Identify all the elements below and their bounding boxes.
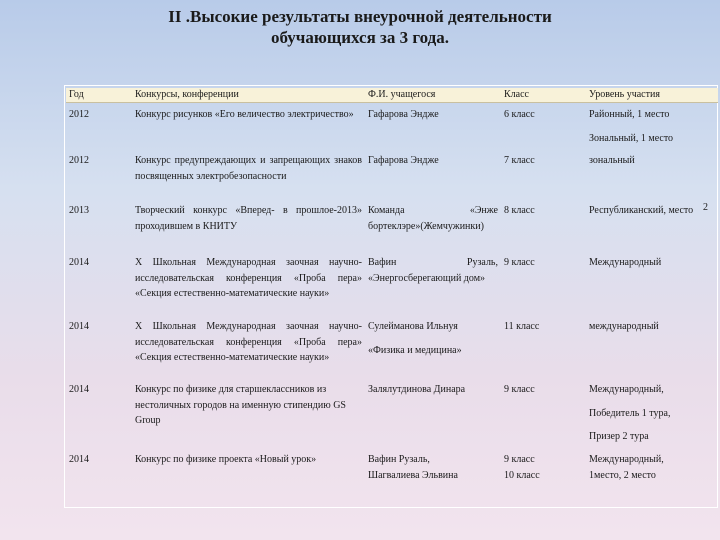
student-line: Сулейманова Ильнуя <box>368 321 458 332</box>
title-line-2: обучающихся за 3 года. <box>270 28 450 47</box>
cell-contest: Творческий конкурс «Вперед- в прошлое-2013» проходившем в КНИТУ <box>135 205 362 232</box>
header-student: Ф.И. учащегося <box>365 88 501 103</box>
table-row <box>66 103 718 150</box>
cell-level <box>586 103 718 150</box>
cell-level: международный <box>589 321 659 332</box>
cell-year: 2013 <box>69 205 89 216</box>
table-row <box>66 382 718 452</box>
level-line: Призер 2 тура <box>589 431 649 442</box>
cell-level <box>586 382 718 452</box>
cell-student <box>365 452 501 492</box>
cell-grade: 6 класс <box>504 109 535 120</box>
cell-contest: Конкурс по физике проекта «Новый урок» <box>135 454 317 465</box>
cell-grade: 7 класс <box>504 155 535 166</box>
header-contest: Конкурсы, конференции <box>132 88 365 103</box>
grade-line: 9 класс <box>504 454 535 465</box>
cell-grade: 9 класс <box>504 257 535 268</box>
table-row <box>66 319 718 382</box>
slide-title <box>0 6 720 48</box>
cell-contest: Х Школьная Международная заочная научно-исследовательская конференция «Проба пера» «Секция естественно-математические науки» <box>135 257 362 299</box>
header-year: Год <box>66 88 132 103</box>
table-row <box>66 149 718 203</box>
cell-student: Гафарова Эндже <box>368 155 439 166</box>
student-line: Вафин Рузаль, <box>368 454 430 465</box>
cell-year: 2014 <box>69 257 89 268</box>
cell-student: Команда «Энже бортеклэре»(Жемчужинки) <box>368 205 498 232</box>
place-number: 2 <box>703 202 708 213</box>
cell-year: 2014 <box>69 321 89 332</box>
table-row <box>66 255 718 319</box>
table-row <box>66 203 718 255</box>
level-line: Международный, <box>589 384 664 395</box>
level-line: Зональный, 1 место <box>589 132 674 144</box>
cell-contest: Конкурс по физике для старшеклассников из нестоличных городов на именную стипендию GS Group <box>135 384 346 426</box>
table-header-row <box>66 88 718 103</box>
cell-year: 2012 <box>69 109 89 120</box>
grade-line: 10 класс <box>504 469 540 481</box>
cell-student <box>365 319 501 382</box>
cell-level <box>586 452 718 492</box>
level-line: Победитель 1 тура, <box>589 407 671 419</box>
cell-level: зональный <box>589 155 635 166</box>
cell-grade <box>501 452 586 492</box>
cell-level: Международный <box>589 257 662 268</box>
results-table <box>66 88 718 492</box>
cell-year: 2014 <box>69 384 89 395</box>
cell-year: 2012 <box>69 155 89 166</box>
level-line: Районный, 1 место <box>589 109 670 120</box>
title-line-1: II .Высокие результаты внеурочной деятельности <box>168 7 552 26</box>
cell-contest: Конкурс рисунков «Его величество электричество» <box>135 109 354 120</box>
level-line: Международный, <box>589 454 664 465</box>
header-grade: Класс <box>501 88 586 103</box>
cell-year: 2014 <box>69 454 89 465</box>
header-level: Уровень участия <box>586 88 718 103</box>
table-row <box>66 452 718 492</box>
cell-level: Республиканский, место <box>589 205 694 216</box>
cell-grade: 11 класс <box>504 321 540 332</box>
cell-contest: Х Школьная Международная заочная научно-исследовательская конференция «Проба пера» «Секция естественно-математические науки» <box>135 321 362 363</box>
cell-grade: 9 класс <box>504 384 535 395</box>
cell-grade: 8 класс <box>504 205 535 216</box>
student-line: «Физика и медицина» <box>368 344 462 356</box>
student-line: Шагвалиева Эльвина <box>368 469 458 481</box>
cell-student: Гафарова Эндже <box>368 109 439 120</box>
cell-contest: Конкурс предупреждающих и запрещающих знаков посвященных электробезопасности <box>135 155 362 182</box>
cell-student: Залялутдинова Динара <box>368 384 466 395</box>
level-line: 1место, 2 место <box>589 469 656 481</box>
cell-student: Вафин Рузаль, «Энергосберегающий дом» <box>368 257 498 284</box>
